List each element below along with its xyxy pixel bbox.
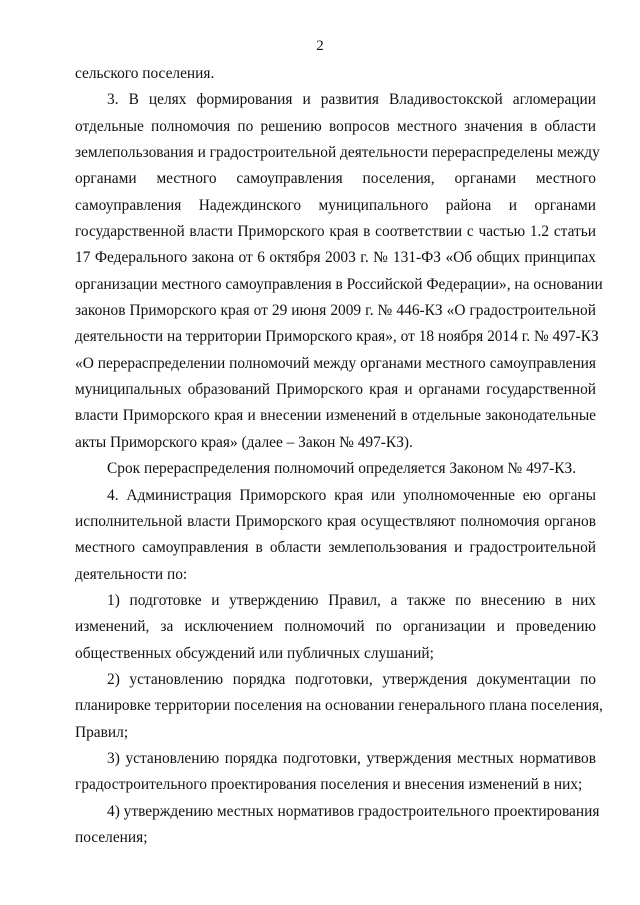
document-body [75,61,603,851]
text-line: организации местного самоуправления в Российской Федерации», на основании [75,275,603,293]
text-line: 4. Администрация Приморского края или уполномоченные ею органы [107,486,596,504]
text-line: 3) установлению порядка подготовки, утверждения местных нормативов [107,749,596,767]
page-number: 2 [316,38,324,54]
text-line: планировке территории поселения на основании генерального плана поселения, [75,697,603,715]
text-line: отдельные полномочия по решению вопросов местного значения в области [75,117,596,135]
text-line: деятельности на территории Приморского края», от 18 ноября 2014 г. № 497-КЗ [75,328,599,346]
text-line: поселения; [75,828,148,846]
text-line: законов Приморского края от 29 июня 2009 г. № 446-КЗ «О градостроительной [75,302,596,320]
text-line: землепользования и градостроительной деятельности перераспределены между [75,144,600,162]
text-line: исполнительной власти Приморского края осуществляют полномочия органов [75,512,596,530]
text-line: градостроительного проектирования поселения и внесения изменений в них; [75,776,583,794]
text-line: общественных обсуждений или публичных слушаний; [75,644,434,662]
text-line: акты Приморского края» (далее – Закон № 497-КЗ). [75,433,413,451]
text-line: 2) установлению порядка подготовки, утверждения документации по [107,670,596,688]
text-line: «О перераспределении полномочий между органами местного самоуправления [75,354,596,372]
text-line: 17 Федерального закона от 6 октября 2003 г. № 131-ФЗ «Об общих принципах [75,249,596,267]
text-line: 4) утверждению местных нормативов градостроительного проектирования [107,802,600,820]
text-line: 1) подготовке и утверждению Правил, а также по внесению в них [107,591,596,609]
text-line: местного самоуправления в области землепользования и градостроительной [75,539,596,557]
text-line: Правил; [75,723,129,741]
text-line: органами местного самоуправления поселения, органами местного [75,170,596,188]
text-line: государственной власти Приморского края в соответствии с частью 1.2 статьи [75,223,596,241]
text-line: деятельности по: [75,565,188,583]
text-line: изменений, за исключением полномочий по организации и проведению [75,618,596,636]
text-line: 3. В целях формирования и развития Владивостокской агломерации [107,91,596,109]
text-line: сельского поселения. [75,65,215,82]
text-line: Срок перераспределения полномочий определяется Законом № 497-КЗ. [107,460,577,478]
text-line: муниципальных образований Приморского края и органами государственной [75,381,596,399]
text-line: власти Приморского края и внесении изменений в отдельные законодательные [75,407,596,425]
text-line: самоуправления Надеждинского муниципального района и органами [75,196,596,214]
